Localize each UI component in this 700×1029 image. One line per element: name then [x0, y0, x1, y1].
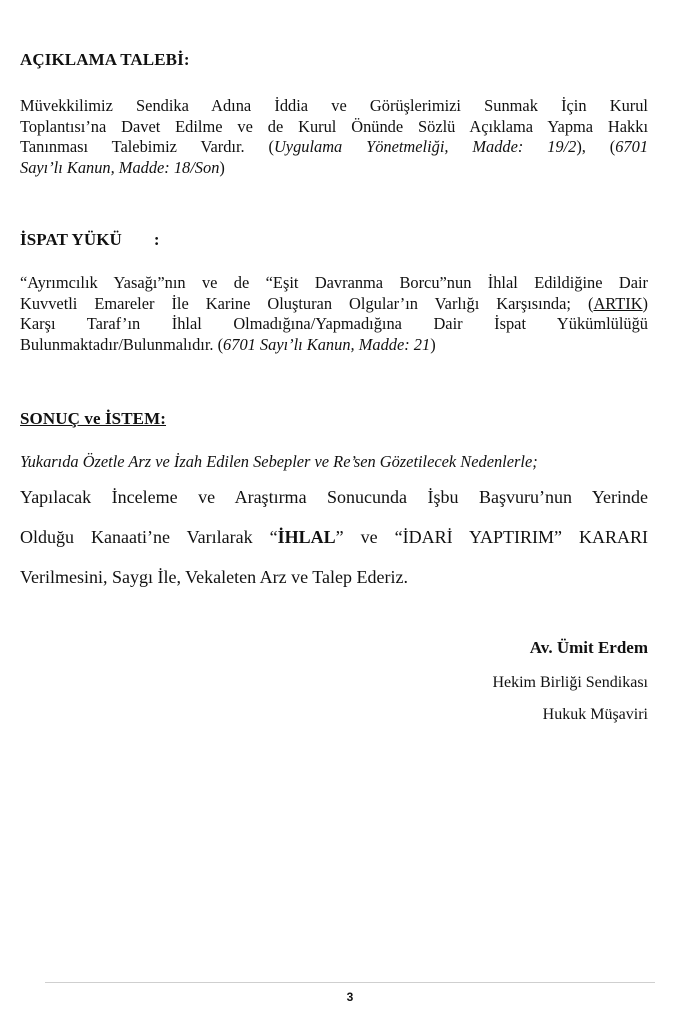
ispat-heading: İSPAT YÜKÜ :: [20, 230, 160, 249]
ispat-line-3: Karşı Taraf’ın İhlal Olmadığına/Yapmadığına Dair İspat Yükümlülüğü: [20, 314, 648, 333]
signature-name: Av. Ümit Erdem: [529, 638, 648, 657]
sonuc-line-1: Yapılacak İnceleme ve Araştırma Sonucunda İşbu Başvuru’nun Yerinde: [20, 487, 648, 507]
ispat-line-4: Bulunmaktadır/Bulunmalıdır. (6701 Sayı’lı Kanun, Madde: 21): [20, 334, 436, 354]
aciklama-heading: AÇIKLAMA TALEBİ:: [20, 50, 190, 69]
sonuc-paragraph: [20, 477, 648, 597]
signature-org: Hekim Birliği Sendikası: [492, 674, 648, 691]
aciklama-paragraph: [20, 96, 648, 178]
sonuc-line-2: Olduğu Kanaati’ne Varılarak “İHLAL” ve “İDARİ YAPTIRIM” KARARI: [20, 527, 649, 547]
sonuc-heading: SONUÇ ve İSTEM:: [20, 409, 167, 428]
page-number: 3: [346, 990, 354, 1004]
aciklama-line-4: Sayı’lı Kanun, Madde: 18/Son): [20, 157, 225, 177]
aciklama-line-1: Müvekkilimiz Sendika Adına İddia ve Görüşlerimizi Sunmak İçin Kurul: [20, 96, 648, 115]
signature-title: Hukuk Müşaviri: [542, 706, 648, 723]
aciklama-line-2: Toplantısı’na Davet Edilme ve de Kurul Önünde Sözlü Açıklama Yapma Hakkı: [20, 116, 648, 136]
sonuc-italic-line: Yukarıda Özetle Arz ve İzah Edilen Sebepler ve Re’sen Gözetilecek Nedenlerle;: [20, 452, 538, 471]
aciklama-line-3: Tanınması Talebimiz Vardır. (Uygulama Yönetmeliği, Madde: 19/2), (6701: [20, 137, 649, 156]
ispat-line-1: “Ayrımcılık Yasağı”nın ve de “Eşit Davranma Borcu”nun İhlal Edildiğine Dair: [20, 273, 648, 292]
sonuc-line-3: Verilmesini, Saygı İle, Vekaleten Arz ve Talep Ederiz.: [20, 567, 408, 587]
footer-divider: [45, 982, 655, 983]
ispat-paragraph: [20, 273, 648, 355]
ispat-line-2: Kuvvetli Emareler İle Karine Oluşturan Olgular’ın Varlığı Karşısında; (ARTIK): [20, 293, 648, 313]
